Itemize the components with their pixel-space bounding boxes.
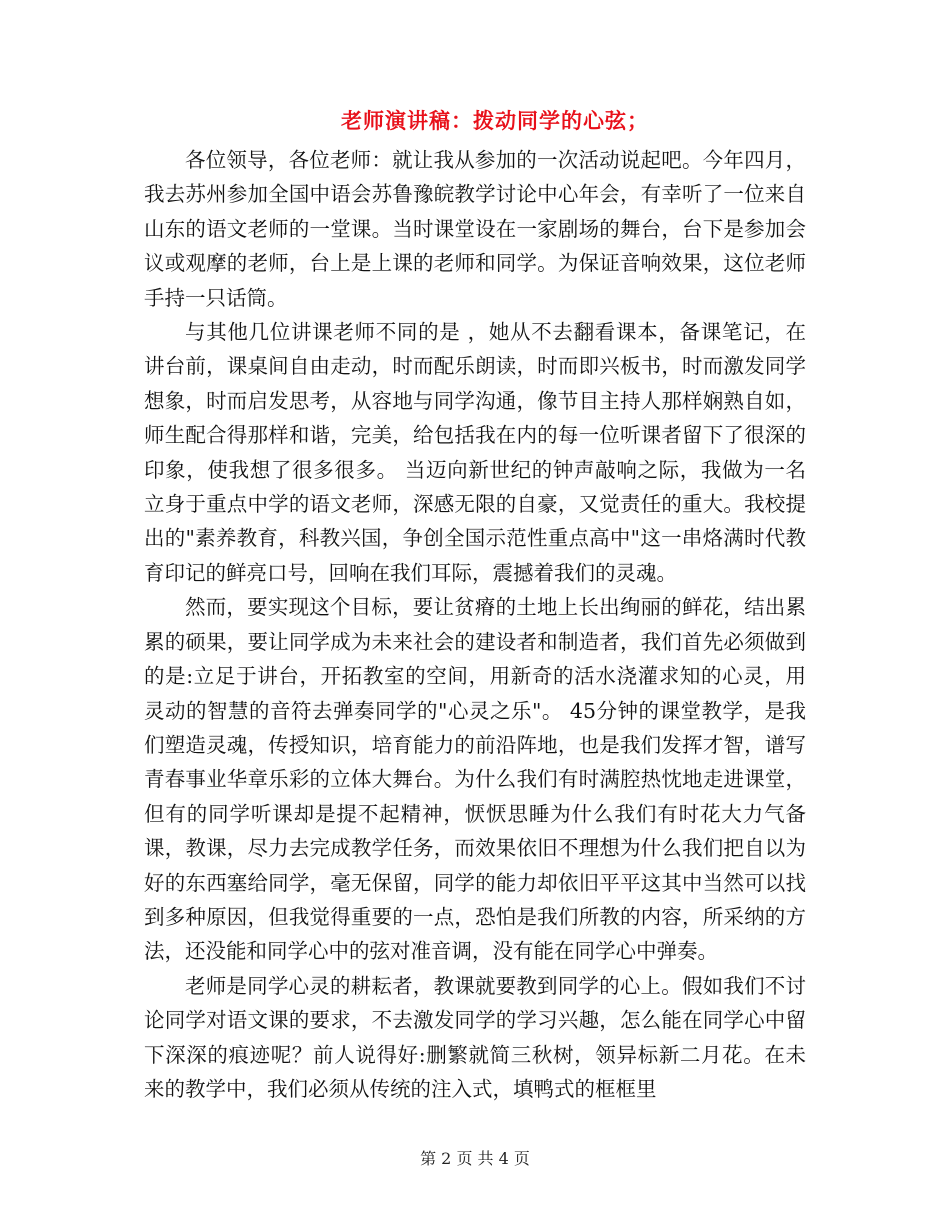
paragraph-1: 各位领导，各位老师：就让我从参加的一次活动说起吧。今年四月，我去苏州参加全国中语会苏鲁豫皖教学讨论中心年会，有幸听了一位来自山东的语文老师的一堂课。当时课堂设在一家剧场的舞台，台下是参加会议或观摩的老师，台上是上课的老师和同学。为保证音响效果，这位老师手持一只话筒。 (144, 148, 806, 310)
page-footer: 第 2 页 共 4 页 (420, 1149, 530, 1168)
paragraph-3: 然而，要实现这个目标，要让贫瘠的土地上长出绚丽的鲜花，结出累累的硕果，要让同学成为未来社会的建设者和制造者，我们首先必须做到的是:立足于讲台，开拓教室的空间，用新奇的活水浇灌求知的心灵，用灵动的智慧的音符去弹奏同学的"心灵之乐"。 45分钟的课堂教学，是我们塑造灵魂，传授知识，培育能力的前沿阵地，也是我们发挥才智，谱写青春事业华章乐彩的立体大舞台。为什么我们有时满腔热忱地走进课堂，但有的同学听课却是提不起精神，恹恹思睡为什么我们有时花大力气备课，教课，尽力去完成教学任务，而效果依旧不理想为什么我们把自以为好的东西塞给同学，毫无保留，同学的能力却依旧平平这其中当然可以找到多种原因，但我觉得重要的一点，恐怕是我们所教的内容，所采纳的方法，还没能和同学心中的弦对准音调，没有能在同学心中弹奏。 (144, 595, 806, 964)
document-body (144, 143, 806, 1106)
paragraph-4: 老师是同学心灵的耕耘者，教课就要教到同学的心上。假如我们不讨论同学对语文课的要求，不去激发同学的学习兴趣，怎么能在同学心中留下深深的痕迹呢？前人说得好:删繁就简三秋树，领异标新二月花。在未来的教学中，我们必须从传统的注入式，填鸭式的框框里 (144, 973, 806, 1101)
paragraph-2: 与其他几位讲课老师不同的是 ，她从不去翻看课本，备课笔记，在讲台前，课桌间自由走动，时而配乐朗读，时而即兴板书，时而激发同学想象，时而启发思考，从容地与同学沟通，像节目主持人那样娴熟自如，师生配合得那样和谐，完美，给包括我在内的每一位听课者留下了很深的印象，使我想了很多很多。 当迈向新世纪的钟声敲响之际，我做为一名立身于重点中学的语文老师，深感无限的自豪，又觉责任的重大。我校提出的"素养教育，科教兴国，争创全国示范性重点高中"这一串烙满时代教育印记的鲜亮口号，回响在我们耳际，震撼着我们的灵魂。 (144, 320, 806, 585)
page-title: 老师演讲稿：拨动同学的心弦； (341, 108, 649, 133)
